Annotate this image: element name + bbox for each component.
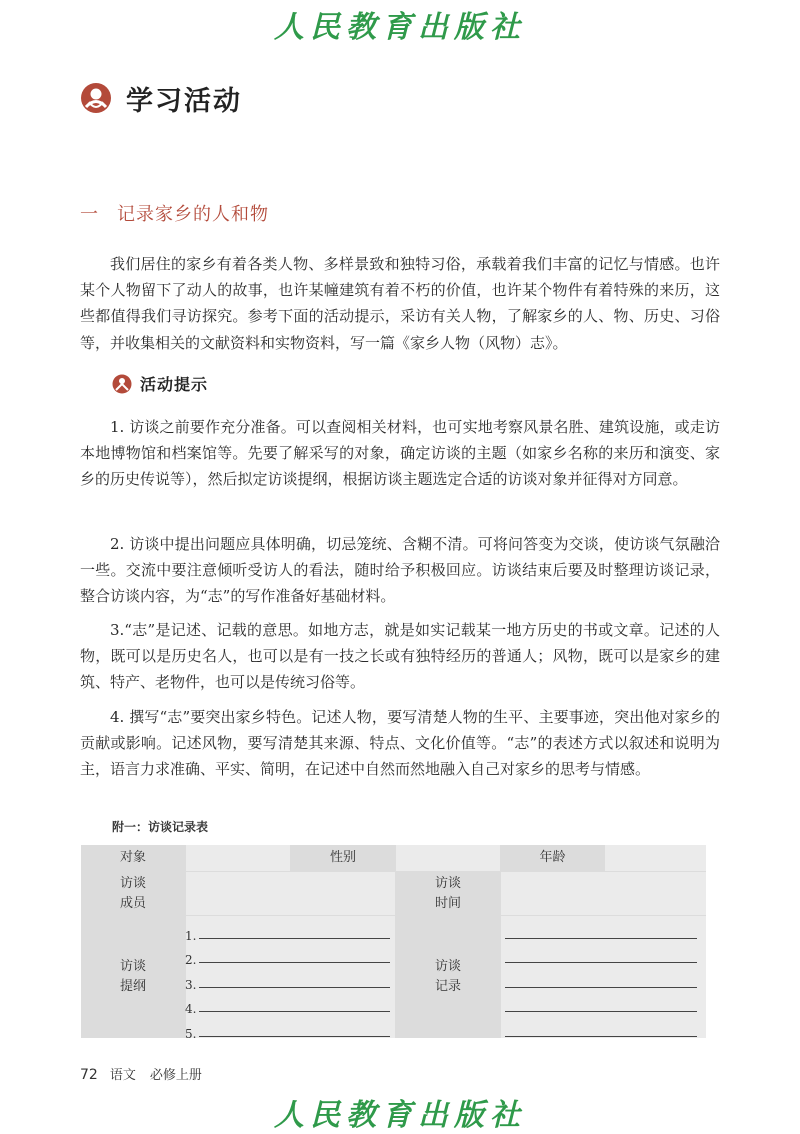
table-subject-value[interactable] <box>186 845 290 871</box>
appendix-title: 附一：访谈记录表 <box>112 820 209 834</box>
table-header-subject: 对象 <box>81 845 185 871</box>
volume-name: 必修上册 <box>149 1068 202 1083</box>
book-name: 语文 <box>109 1068 136 1083</box>
publisher-mark-bottom: 人民教育出版社 <box>274 1098 526 1133</box>
record-lines <box>505 918 697 1041</box>
publisher-mark-top: 人民教育出版社 <box>274 10 526 45</box>
table-header-members: 访谈 成员 <box>81 872 185 915</box>
tip-item-1: 1. 访谈之前要作充分准备。可以查阅相关材料，也可实地考察风景名胜、建筑设施，或走访本地博物馆和档案馆等。先要了解采写的对象，确定访谈的主题（如家乡名称的来历和演变、家乡的历史传说等），然后拟定访谈提纲，根据访谈主题选定合适的访谈对象并征得对方同意。 <box>80 418 720 489</box>
section-title: 学习活动 <box>126 85 242 117</box>
table-header-gender: 性别 <box>291 845 395 871</box>
outline-number: 3. <box>185 977 197 992</box>
outline-line[interactable] <box>185 943 390 968</box>
section-header <box>80 78 242 118</box>
intro-paragraph: 我们居住的家乡有着各类人物、多样景致和独特习俗，承载着我们丰富的记忆与情感。也许某个人物留下了动人的故事，也许某幢建筑有着不朽的价值，也许某个物件有着特殊的来历，这些都值得我们寻访探究。参考下面的活动提示，采访有关人物，了解家乡的人、物、历史、习俗等，并收集相关的文献资料和实物资料，写一篇《家乡人物（风物）志》。 <box>80 255 720 352</box>
person-avatar-icon <box>80 82 112 114</box>
table-header-age: 年龄 <box>501 845 604 871</box>
table-members-value[interactable] <box>186 872 395 915</box>
outline-line[interactable] <box>185 918 390 943</box>
record-line[interactable] <box>505 992 697 1017</box>
page-footer <box>80 1064 202 1083</box>
tip-item-2: 2. 访谈中提出问题应具体明确，切忌笼统、含糊不清。可将问答变为交谈，使访谈气氛融洽一些。交流中要注意倾听受访人的看法，随时给予积极回应。访谈结束后要及时整理访谈记录，整合访谈内容，为“志”的写作准备好基础材料。 <box>80 535 720 606</box>
record-line[interactable] <box>505 967 697 992</box>
record-line[interactable] <box>505 918 697 943</box>
outline-number: 4. <box>185 1002 197 1016</box>
table-time-value[interactable] <box>501 872 706 915</box>
record-line[interactable] <box>505 943 697 968</box>
record-line[interactable] <box>505 1016 697 1041</box>
outline-line[interactable] <box>185 1016 390 1041</box>
table-gender-value[interactable] <box>396 845 500 871</box>
subsection-title-text: 记录家乡的人和物 <box>117 204 269 225</box>
table-header-record: 访谈 记录 <box>396 916 500 1038</box>
person-tip-icon <box>112 374 132 394</box>
tip-item-3: 3.“志”是记述、记载的意思。如地方志，就是如实记载某一地方历史的书或文章。记述的人物，既可以是历史名人，也可以是有一技之长或有独特经历的普通人；风物，既可以是家乡的建筑、特产、老物件，也可以是传统习俗等。 <box>80 621 720 692</box>
page-number: 72 <box>80 1067 98 1083</box>
outline-line[interactable] <box>185 967 390 992</box>
table-header-time: 访谈 时间 <box>396 872 500 915</box>
outline-number: 5. <box>185 1026 197 1041</box>
table-header-outline: 访谈 提纲 <box>81 916 185 1038</box>
subsection-title <box>80 200 269 226</box>
tip-item-4: 4. 撰写“志”要突出家乡特色。记述人物，要写清楚人物的生平、主要事迹，突出他对家乡的贡献或影响。记述风物，要写清楚其来源、特点、文化价值等。“志”的表述方式以叙述和说明为主，语言力求准确、平实、简明，在记述中自然而然地融入自己对家乡的思考与情感。 <box>80 708 720 779</box>
subsection-number: 一 <box>80 204 99 225</box>
tips-header <box>112 372 208 395</box>
outline-line[interactable] <box>185 992 390 1017</box>
outline-lines <box>185 918 390 1041</box>
tips-title: 活动提示 <box>140 375 209 394</box>
table-age-value[interactable] <box>605 845 706 871</box>
outline-number: 2. <box>185 953 197 967</box>
interview-record-table <box>81 845 706 1041</box>
outline-number: 1. <box>185 928 197 943</box>
